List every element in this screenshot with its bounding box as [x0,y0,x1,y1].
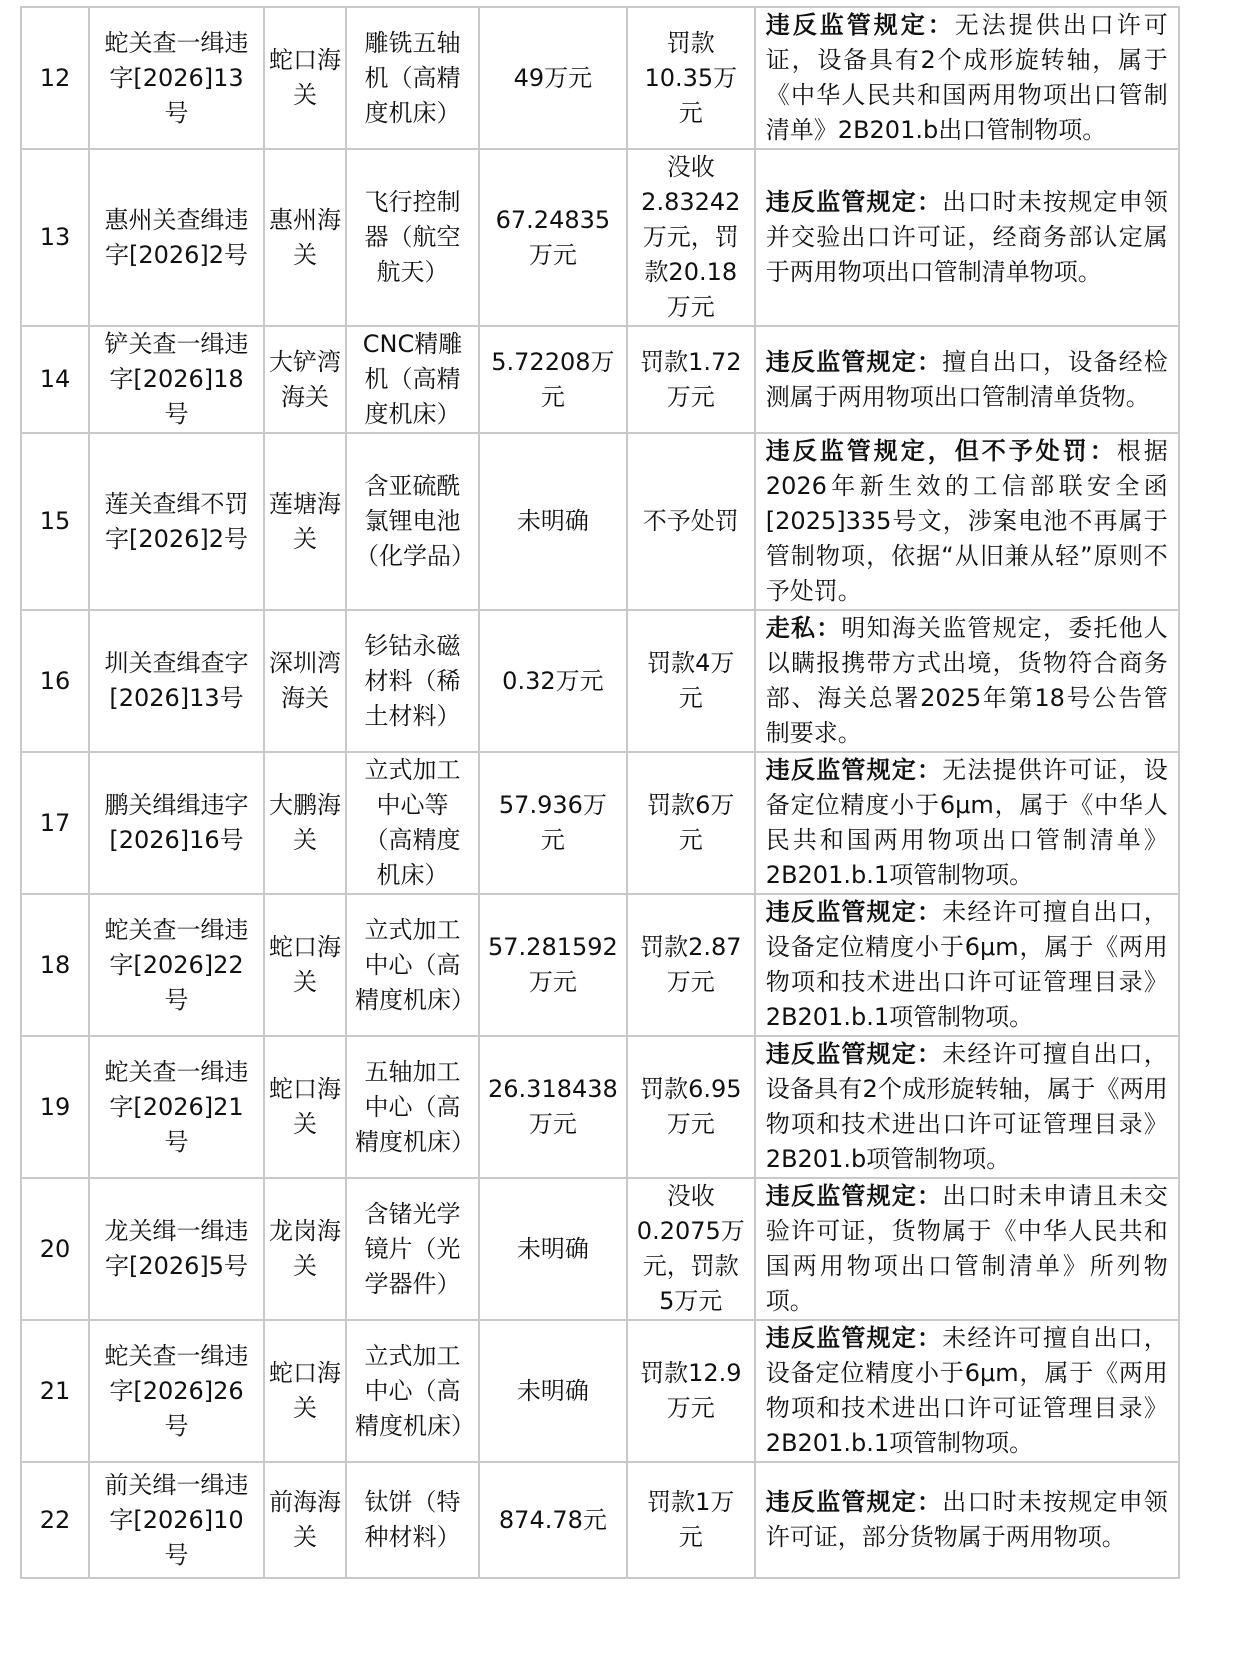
violation-description [755,326,1179,433]
violation-text: 明知海关监管规定，委托他人以瞒报携带方式出境，货物符合商务部、海关总署2025年第18号公告管制要求。 [765,614,1168,747]
case-number: 圳关查缉查字[2026]13号 [89,610,264,752]
violation-text: 无法提供出口许可证，设备具有2个成形旋转轴，属于《中华人民共和国两用物项出口管制清单》2B201.b出口管制物项。 [765,11,1168,144]
customs-office: 惠州海关 [264,149,346,326]
violation-text: 未经许可擅自出口，设备具有2个成形旋转轴，属于《两用物项和技术进出口许可证管理目录》2B201.b项管制物项。 [765,1040,1168,1173]
table-row [21,610,1179,752]
table-row [21,7,1179,149]
customs-office: 大铲湾海关 [264,326,346,433]
customs-office: 龙岗海关 [264,1178,346,1320]
violation-description [755,433,1179,610]
violation-type-label: 违反监管规定： [765,347,943,376]
goods-description: CNC精雕机（高精度机床） [346,326,479,433]
violation-text: 出口时未按规定申领许可证，部分货物属于两用物项。 [765,1488,1168,1551]
violation-description [755,610,1179,752]
violation-type-label: 违反监管规定： [765,11,955,39]
row-number: 13 [21,149,89,326]
goods-description: 雕铣五轴机（高精度机床） [346,7,479,149]
goods-description: 飞行控制器（航空航天） [346,149,479,326]
penalty: 罚款4万元 [627,610,755,752]
penalty: 罚款1万元 [627,1462,755,1578]
case-number: 鹏关缉缉违字[2026]16号 [89,752,264,894]
customs-office: 蛇口海关 [264,1320,346,1462]
goods-description: 立式加工中心等（高精度机床） [346,752,479,894]
row-number: 21 [21,1320,89,1462]
violation-text: 未经许可擅自出口，设备定位精度小于6μm，属于《两用物项和技术进出口许可证管理目录》2B201.b.1项管制物项。 [765,1324,1168,1457]
penalty: 罚款1.72万元 [627,326,755,433]
violation-type-label: 违反监管规定，但不予处罚： [765,437,1117,465]
row-number: 20 [21,1178,89,1320]
penalty-cases-table [20,6,1180,1579]
penalty: 没收2.83242万元，罚款20.18万元 [627,149,755,326]
table-row [21,1178,1179,1320]
violation-description [755,752,1179,894]
violation-text: 根据2026年新生效的工信部联安全函[2025]335号文，涉案电池不再属于管制物项，依据“从旧兼从轻”原则不予处罚。 [765,437,1168,605]
row-number: 17 [21,752,89,894]
violation-description [755,1320,1179,1462]
customs-office: 深圳湾海关 [264,610,346,752]
violation-description [755,7,1179,149]
row-number: 19 [21,1036,89,1178]
goods-description: 钐钴永磁材料（稀土材料） [346,610,479,752]
case-number: 惠州关查缉违字[2026]2号 [89,149,264,326]
violation-type-label: 违反监管规定： [765,898,943,926]
goods-description: 含亚硫酰氯锂电池（化学品） [346,433,479,610]
violation-type-label: 走私： [765,614,842,642]
goods-description: 立式加工中心（高精度机床） [346,894,479,1036]
violation-type-label: 违反监管规定： [765,1182,943,1210]
case-number: 蛇关查一缉违字[2026]22号 [89,894,264,1036]
violation-text: 出口时未按规定申领并交验出口许可证，经商务部认定属于两用物项出口管制清单物项。 [765,188,1168,286]
customs-office: 蛇口海关 [264,7,346,149]
violation-description [755,1036,1179,1178]
violation-text: 未经许可擅自出口，设备定位精度小于6μm，属于《两用物项和技术进出口许可证管理目录》2B201.b.1项管制物项。 [765,898,1168,1031]
violation-text: 无法提供许可证，设备定位精度小于6μm，属于《中华人民共和国两用物项出口管制清单》2B201.b.1项管制物项。 [765,756,1168,889]
violation-type-label: 违反监管规定： [765,756,943,784]
table-row [21,149,1179,326]
table-row [21,1036,1179,1178]
goods-value: 未明确 [479,1320,627,1462]
case-number: 铲关查一缉违字[2026]18号 [89,326,264,433]
table-body [21,7,1179,1578]
row-number: 12 [21,7,89,149]
violation-description [755,894,1179,1036]
row-number: 15 [21,433,89,610]
penalty: 罚款6万元 [627,752,755,894]
goods-value: 0.32万元 [479,610,627,752]
penalty: 罚款10.35万元 [627,7,755,149]
violation-text: 擅自出口，设备经检测属于两用物项出口管制清单货物。 [765,347,1168,411]
row-number: 22 [21,1462,89,1578]
violation-description [755,1178,1179,1320]
row-number: 16 [21,610,89,752]
penalty: 罚款2.87万元 [627,894,755,1036]
table-row [21,433,1179,610]
table-row [21,326,1179,433]
case-number: 蛇关查一缉违字[2026]13号 [89,7,264,149]
row-number: 14 [21,326,89,433]
violation-description [755,1462,1179,1578]
violation-type-label: 违反监管规定： [765,1040,943,1068]
violation-type-label: 违反监管规定： [765,1488,943,1516]
goods-value: 67.24835万元 [479,149,627,326]
penalty: 罚款12.9万元 [627,1320,755,1462]
table-row [21,1462,1179,1578]
violation-text: 出口时未申请且未交验许可证，货物属于《中华人民共和国两用物项出口管制清单》所列物项。 [765,1182,1168,1315]
penalty: 没收0.2075万元，罚款5万元 [627,1178,755,1320]
case-number: 蛇关查一缉违字[2026]21号 [89,1036,264,1178]
goods-value: 49万元 [479,7,627,149]
violation-description [755,149,1179,326]
goods-description: 五轴加工中心（高精度机床） [346,1036,479,1178]
case-number: 前关缉一缉违字[2026]10号 [89,1462,264,1578]
goods-value: 874.78元 [479,1462,627,1578]
goods-value: 未明确 [479,433,627,610]
customs-office: 蛇口海关 [264,894,346,1036]
case-number: 龙关缉一缉违字[2026]5号 [89,1178,264,1320]
row-number: 18 [21,894,89,1036]
goods-description: 立式加工中心（高精度机床） [346,1320,479,1462]
goods-description: 钛饼（特种材料） [346,1462,479,1578]
case-number: 蛇关查一缉违字[2026]26号 [89,1320,264,1462]
goods-value: 未明确 [479,1178,627,1320]
penalty: 不予处罚 [627,433,755,610]
goods-value: 57.936万元 [479,752,627,894]
goods-description: 含锗光学镜片（光学器件） [346,1178,479,1320]
penalty: 罚款6.95万元 [627,1036,755,1178]
goods-value: 5.72208万元 [479,326,627,433]
table-row [21,752,1179,894]
customs-office: 大鹏海关 [264,752,346,894]
violation-type-label: 违反监管规定： [765,188,943,216]
goods-value: 57.281592万元 [479,894,627,1036]
customs-office: 莲塘海关 [264,433,346,610]
customs-office: 蛇口海关 [264,1036,346,1178]
table-row [21,1320,1179,1462]
table-row [21,894,1179,1036]
goods-value: 26.318438万元 [479,1036,627,1178]
case-number: 莲关查缉不罚字[2026]2号 [89,433,264,610]
violation-type-label: 违反监管规定： [765,1324,943,1352]
customs-office: 前海海关 [264,1462,346,1578]
